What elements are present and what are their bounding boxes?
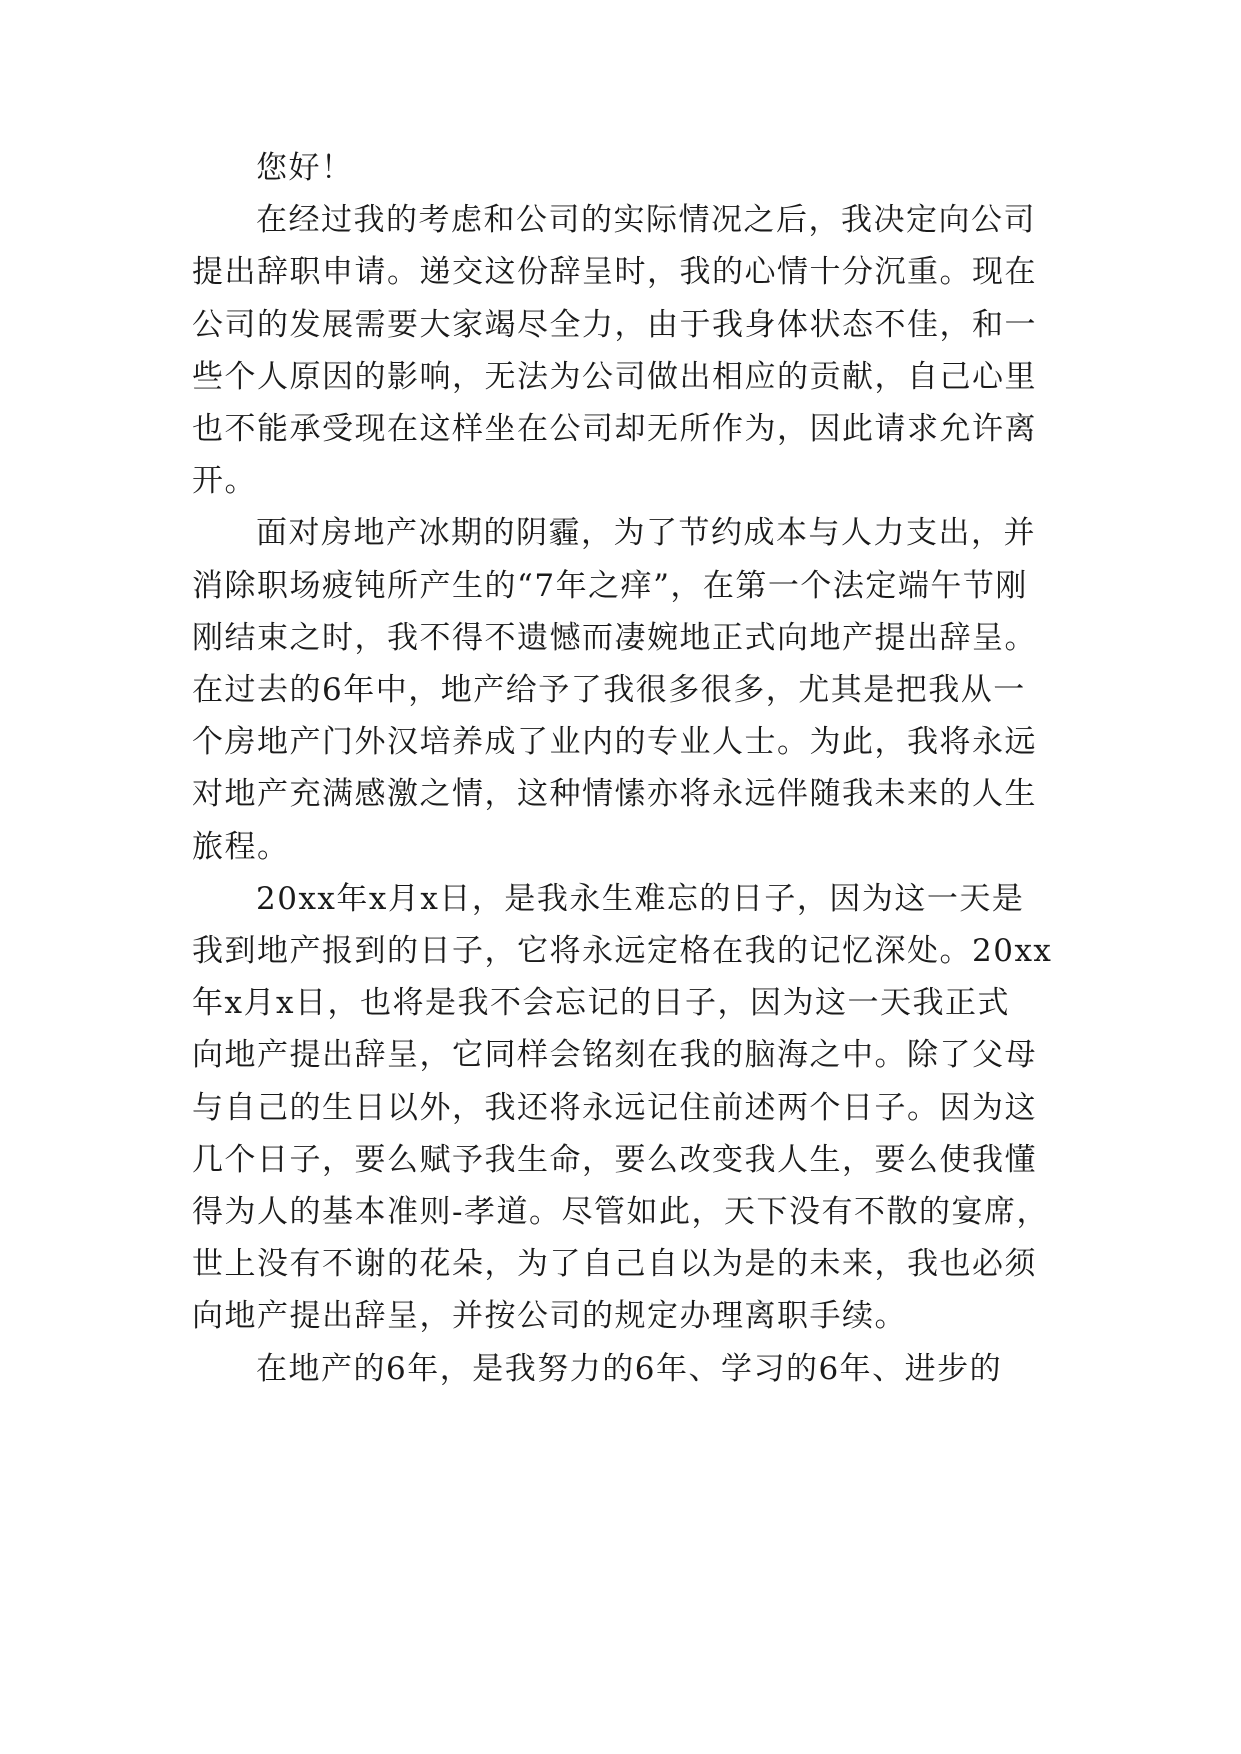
paragraph-line: 提出辞职申请。递交这份辞呈时，我的心情十分沉重。现在: [192, 254, 1037, 290]
paragraph-line: 刚结束之时，我不得不遗憾而凄婉地正式向地产提出辞呈。: [192, 620, 1037, 656]
paragraph-line: 消除职场疲钝所产生的“7年之痒”，在第一个法定端午节刚: [192, 568, 1028, 604]
paragraph-line: 面对房地产冰期的阴霾，为了节约成本与人力支出，并: [256, 515, 1036, 551]
paragraph-line: 向地产提出辞呈，它同样会铭刻在我的脑海之中。除了父母: [192, 1037, 1037, 1073]
paragraph-line: 也不能承受现在这样坐在公司却无所作为，因此请求允许离: [192, 411, 1037, 447]
paragraph-line: 几个日子，要么赋予我生命，要么改变我人生，要么使我懂: [192, 1142, 1037, 1178]
paragraph-line: 20xx年x月x日，是我永生难忘的日子，因为这一天是: [256, 881, 1025, 917]
paragraph-line: 些个人原因的影响，无法为公司做出相应的贡献，自己心里: [192, 359, 1037, 395]
paragraph-line: 我到地产报到的日子，它将永远定格在我的记忆深处。20xx: [192, 933, 1053, 969]
paragraph-line: 旅程。: [192, 829, 290, 865]
paragraph-line: 年x月x日，也将是我不会忘记的日子，因为这一天我正式: [192, 985, 1010, 1021]
paragraph-line: 开。: [192, 463, 257, 499]
paragraph-line: 世上没有不谢的花朵，为了自己自以为是的未来，我也必须: [192, 1246, 1037, 1282]
paragraph-line: 在过去的6年中，地产给予了我很多很多，尤其是把我从一: [192, 672, 1026, 708]
paragraph-line: 得为人的基本准则-孝道。尽管如此，天下没有不散的宴席，: [192, 1194, 1049, 1230]
paragraph-line: 在地产的6年，是我努力的6年、学习的6年、进步的: [256, 1351, 1003, 1387]
paragraph-line: 向地产提出辞呈，并按公司的规定办理离职手续。: [192, 1298, 907, 1334]
paragraph-line: 在经过我的考虑和公司的实际情况之后，我决定向公司: [256, 202, 1036, 238]
paragraph-line: 对地产充满感激之情，这种情愫亦将永远伴随我未来的人生: [192, 776, 1037, 812]
paragraph-line: 公司的发展需要大家竭尽全力，由于我身体状态不佳，和一: [192, 307, 1037, 343]
greeting: 您好！: [256, 150, 354, 186]
paragraph-line: 个房地产门外汉培养成了业内的专业人士。为此，我将永远: [192, 724, 1037, 760]
paragraph-line: 与自己的生日以外，我还将永远记住前述两个日子。因为这: [192, 1090, 1037, 1126]
